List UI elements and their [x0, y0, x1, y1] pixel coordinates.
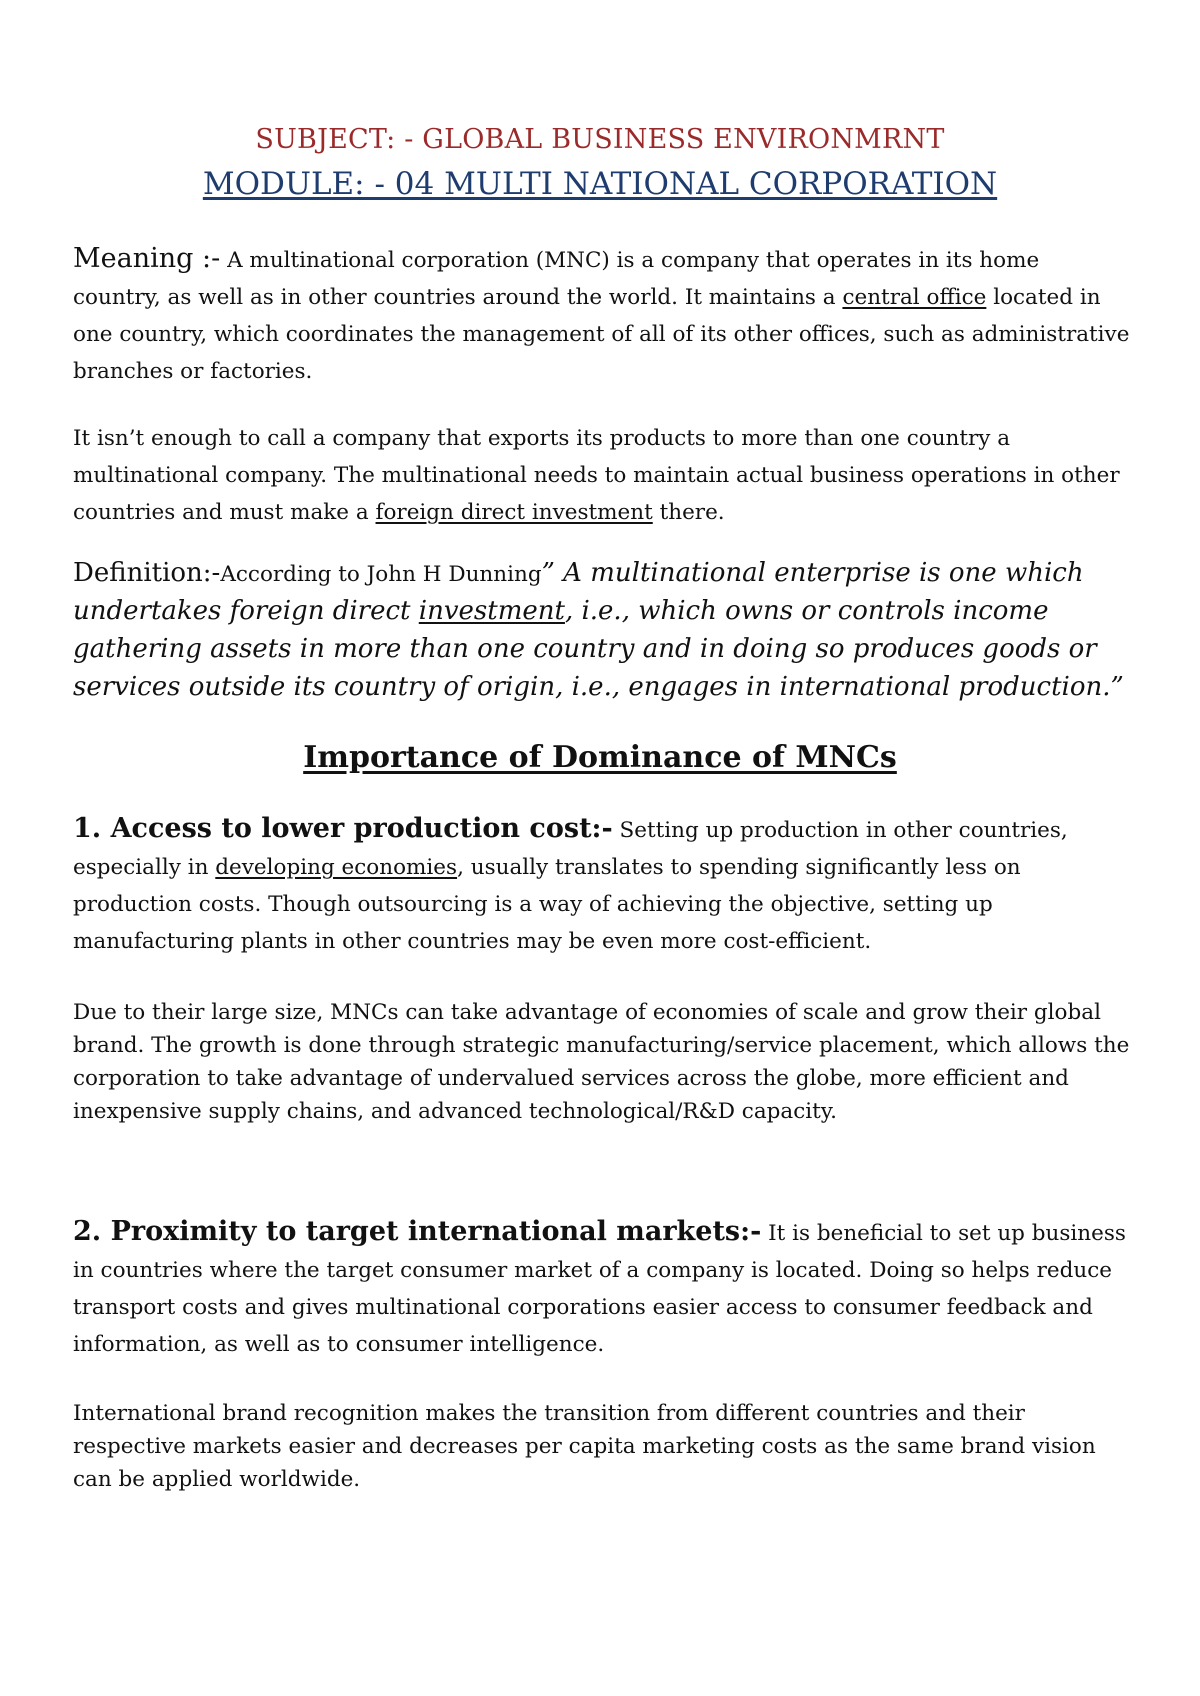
foreign-direct-investment-link[interactable]: foreign direct investment	[375, 500, 653, 525]
meaning-para2-text-1: It isn’t enough to call a company that exports its products to more than one country a multinational company. The multinational needs to maintain actual business operations in other countries and must make a	[73, 426, 1120, 525]
point2-heading: 2. Proximity to target international markets:-	[73, 1216, 762, 1247]
meaning-text-2: located in one country, which coordinates the management of all of its other offices, such as administrative branches or factories.	[73, 285, 1130, 384]
definition-quote-2: , i.e., which owns or controls income gathering assets in more than one country and in doing so produces goods or services outside its country of origin, i.e., engages in international production.”	[73, 596, 1124, 702]
definition-intro: According to John H Dunning	[220, 562, 542, 587]
meaning-text-1: A multinational corporation (MNC) is a company that operates in its home country, as well as in other countries around the world. It maintains a	[73, 248, 1040, 310]
meaning-paragraph	[73, 240, 1133, 390]
point2-paragraph	[73, 1213, 1133, 1363]
point2-text-1: It is beneficial to set up business in countries where the target consumer market of a company is located. Doing so helps reduce transport costs and gives multinational corporations easier access to consumer feedback and information, as well as to consumer intelligence.	[73, 1221, 1126, 1357]
investment-link[interactable]: investment	[418, 596, 565, 626]
point1-heading: 1. Access to lower production cost:-	[73, 813, 613, 844]
point2-paragraph-2: International brand recognition makes the transition from different countries and their respective markets easier and decreases per capita marketing costs as the same brand vision can be applied worldwide.	[73, 1401, 1096, 1492]
point1-paragraph	[73, 810, 1133, 960]
meaning-para2-text-2: there.	[652, 500, 725, 525]
definition-label: Definition:-	[73, 558, 221, 588]
central-office-link[interactable]: central office	[842, 285, 987, 310]
developing-economies-link[interactable]: developing economies	[215, 855, 458, 880]
point1-text-1: Setting up production in other countries, especially in	[73, 818, 1068, 880]
module-heading: MODULE: - 04 MULTI NATIONAL CORPORATION	[202, 166, 998, 202]
subject-heading: SUBJECT: - GLOBAL BUSINESS ENVIRONMRNT	[255, 124, 945, 155]
definition-paragraph	[73, 555, 1133, 707]
meaning-label: Meaning :-	[73, 243, 221, 274]
definition-quote-1: ” A multinational enterprise is one which undertakes foreign direct	[73, 558, 1084, 626]
meaning-paragraph-2	[73, 420, 1133, 531]
section-title: Importance of Dominance of MNCs	[303, 740, 897, 775]
point1-paragraph-2: Due to their large size, MNCs can take advantage of economies of scale and grow their global brand. The growth is done through strategic manufacturing/service placement, which allows the corporation to take advantage of undervalued services across the globe, more efficient and inexpensive supply chains, and advanced technological/R&D capacity.	[73, 1000, 1130, 1124]
point1-text-2: , usually translates to spending significantly less on production costs. Though outsourcing is a way of achieving the objective, setting up manufacturing plants in other countries may be even more cost-efficient.	[73, 855, 1021, 954]
